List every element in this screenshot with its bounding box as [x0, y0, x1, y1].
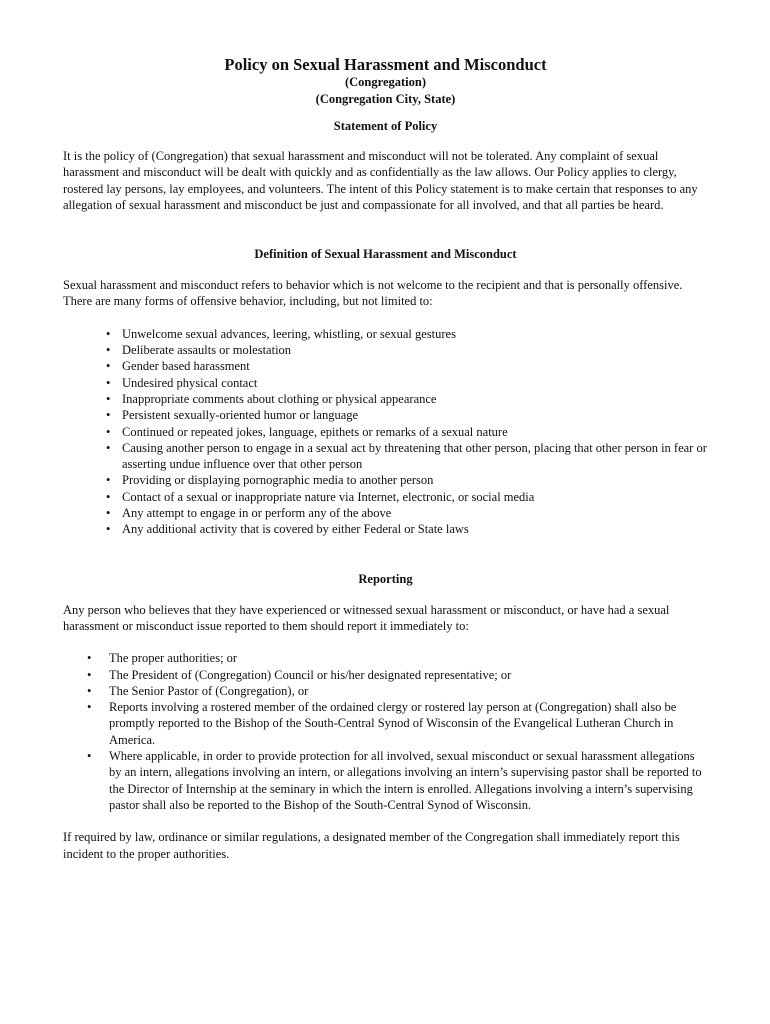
- list-item: [63, 683, 708, 699]
- bullet-icon: •: [106, 326, 111, 341]
- list-item-text: Undesired physical contact: [122, 375, 258, 390]
- list-item-text: Causing another person to engage in a sexual act by threatening that other person, placing that other person in fear or asserting undue influence over that other person: [122, 440, 707, 472]
- list-item-text: The Senior Pastor of (Congregation), or: [109, 683, 309, 698]
- list-item-text: Contact of a sexual or inappropriate nature via Internet, electronic, or social media: [122, 489, 535, 504]
- document-title: Policy on Sexual Harassment and Misconduct: [224, 55, 547, 74]
- list-item-text: Inappropriate comments about clothing or physical appearance: [122, 391, 437, 406]
- definition-heading: Definition of Sexual Harassment and Misconduct: [254, 247, 517, 262]
- bullet-icon: •: [87, 667, 92, 682]
- list-item: [63, 326, 708, 342]
- bullet-icon: •: [106, 473, 111, 488]
- list-item: [63, 505, 708, 521]
- list-item: [63, 358, 708, 374]
- reporting-paragraph: Any person who believes that they have experienced or witnessed sexual harassment or misconduct, or have had a sexual harassment or misconduct issue reported to them should report it immediately to:: [63, 602, 670, 633]
- list-item: [63, 391, 708, 407]
- definition-list: [63, 326, 708, 538]
- reporting-heading: Reporting: [358, 571, 413, 586]
- bullet-icon: •: [106, 359, 111, 374]
- bullet-icon: •: [87, 651, 92, 666]
- list-item: [63, 489, 708, 505]
- bullet-icon: •: [106, 506, 111, 521]
- list-item-text: The proper authorities; or: [109, 651, 238, 666]
- list-item-text: The President of (Congregation) Council or his/her designated representative; or: [109, 667, 512, 682]
- list-item: [63, 440, 708, 473]
- list-item-text: Where applicable, in order to provide protection for all involved, sexual misconduct or sexual harassment allegations by an intern, allegations involving an intern, or allegations involving an intern’s supervising pastor shall be reported to the Director of Internship at the seminary in which the intern is enrolled. Allegations involving a intern’s supervising pastor shall also be reported to the Bishop of the South-Central Synod of Wisconsin.: [109, 749, 702, 812]
- list-item: [63, 667, 708, 683]
- list-item-text: Deliberate assaults or molestation: [122, 343, 292, 358]
- bullet-icon: •: [106, 522, 111, 537]
- bullet-icon: •: [106, 343, 111, 358]
- bullet-icon: •: [87, 683, 92, 698]
- bullet-icon: •: [106, 408, 111, 423]
- list-item: [63, 424, 708, 440]
- bullet-icon: •: [106, 375, 111, 390]
- list-item: [63, 407, 708, 423]
- definition-paragraph: Sexual harassment and misconduct refers to behavior which is not welcome to the recipient and that is personally offensive. There are many forms of offensive behavior, including, but not limited to:: [63, 278, 683, 309]
- congregation-name: (Congregation): [344, 75, 426, 89]
- list-item-text: Any additional activity that is covered by either Federal or State laws: [122, 522, 469, 537]
- list-item: [63, 375, 708, 391]
- bullet-icon: •: [106, 424, 111, 439]
- list-item-text: Providing or displaying pornographic media to another person: [122, 473, 434, 488]
- bullet-icon: •: [87, 700, 92, 715]
- list-item: [63, 521, 708, 537]
- list-item-text: Continued or repeated jokes, language, epithets or remarks of a sexual nature: [122, 424, 508, 439]
- reporting-list: [63, 650, 708, 813]
- list-item: [63, 699, 708, 748]
- list-item: [63, 342, 708, 358]
- bullet-icon: •: [106, 440, 111, 455]
- list-item: [63, 650, 708, 666]
- bullet-icon: •: [106, 391, 111, 406]
- list-item-text: Gender based harassment: [122, 359, 250, 374]
- list-item-text: Unwelcome sexual advances, leering, whistling, or sexual gestures: [122, 326, 456, 341]
- list-item: [63, 472, 708, 488]
- list-item-text: Persistent sexually-oriented humor or language: [122, 408, 359, 423]
- congregation-location: (Congregation City, State): [315, 92, 456, 106]
- bullet-icon: •: [106, 489, 111, 504]
- statement-paragraph: It is the policy of (Congregation) that sexual harassment and misconduct will not be tolerated. Any complaint of sexual harassment and misconduct will be dealt with quickly and as confidentially as the law allows. Our Policy applies to clergy, rostered lay persons, lay employees, and volunteers. The intent of this Policy statement is to make certain that responses to any allegation of sexual harassment and misconduct be just and compassionate for all involved, and that all parties be heard.: [63, 149, 698, 212]
- closing-paragraph: If required by law, ordinance or similar regulations, a designated member of the Congregation shall immediately report this incident to the proper authorities.: [63, 830, 680, 861]
- bullet-icon: •: [87, 749, 92, 764]
- list-item: [63, 748, 708, 813]
- list-item-text: Any attempt to engage in or perform any of the above: [122, 506, 392, 521]
- list-item-text: Reports involving a rostered member of the ordained clergy or rostered lay person at (Congregation) shall also be promptly reported to the Bishop of the South-Central Synod of Wisconsin of the Evangelical Lutheran Church in America.: [109, 700, 677, 747]
- statement-heading: Statement of Policy: [333, 119, 438, 133]
